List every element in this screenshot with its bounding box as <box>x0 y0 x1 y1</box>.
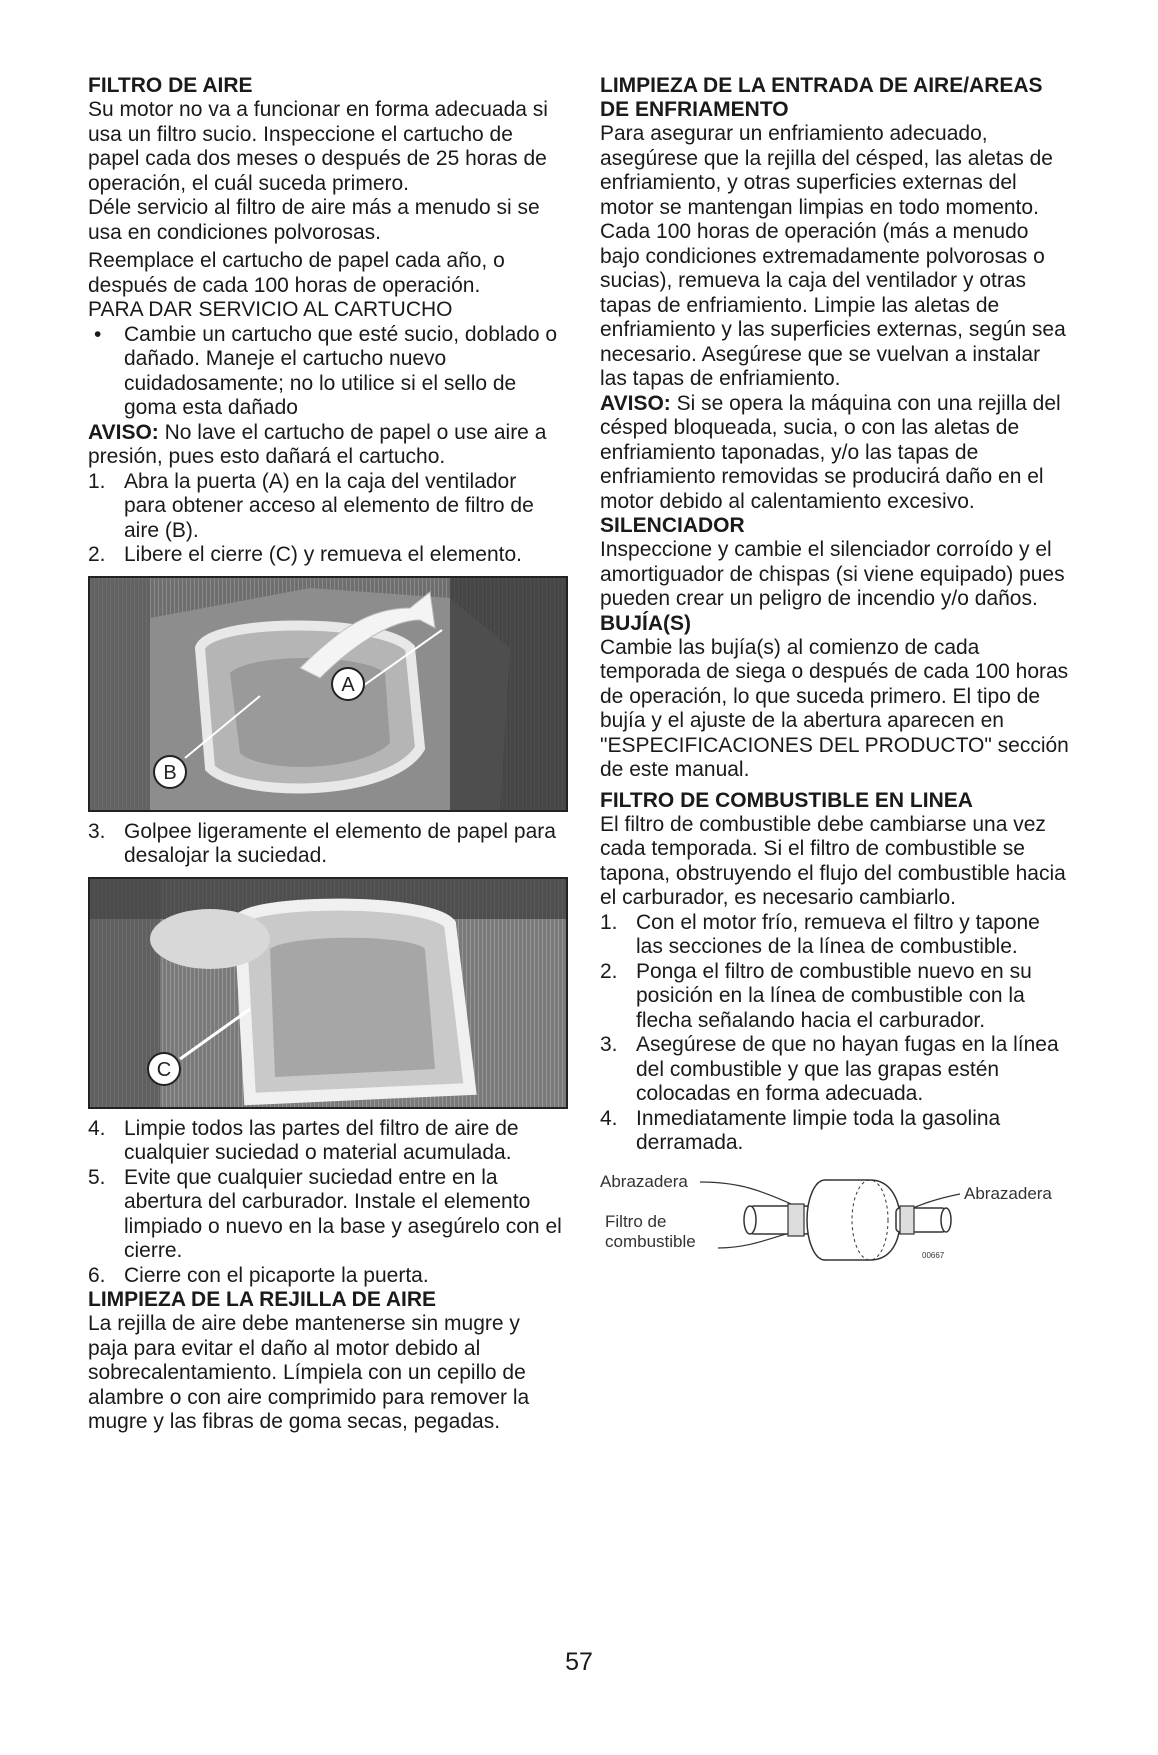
page-number: 57 <box>565 1648 593 1676</box>
photo-2-illustration <box>90 879 566 1107</box>
step-number: 4. <box>88 1116 106 1140</box>
callout-b-label: B <box>163 761 177 784</box>
step-text: Ponga el filtro de combustible nuevo en su posición en la línea de combustible con la flecha señalando hacia el carburador. <box>636 959 1032 1032</box>
fuel-filter-drawing <box>600 1168 1072 1288</box>
aviso-text: No lave el cartucho de papel o use aire a presión, pues esto dañará el cartucho. <box>88 420 547 468</box>
step-text: Asegúrese de que no hayan fugas en la línea del combustible y que las grapas estén colocadas en forma adecuada. <box>636 1033 1059 1105</box>
step-text: Evite que cualquier suciedad entre en la abertura del carburador. Instale el elemento limpiado o nuevo en la base y asegúrelo con el cierre. <box>124 1165 562 1262</box>
spark-plug-paragraph: Cambie las bujía(s) al comienzo de cada temporada de siega o después de cada 100 horas de operación, lo que suceda primero. El tipo de bujía y el ajuste de la abertura aparecen en "ESPECIFICACIONES DEL PRODUCTO" sección de este manual. <box>600 635 1069 781</box>
service-heading: PARA DAR SERVICIO AL CARTUCHO <box>88 298 453 321</box>
service-bullet-text: Cambie un cartucho que esté sucio, doblado o dañado. Maneje el cartucho nuevo cuidadosamente; no lo utilice si el sello de goma esta dañado <box>124 322 558 419</box>
left-column <box>88 74 564 1435</box>
fuel-step-3 <box>600 1033 1072 1107</box>
aviso-text: Si se opera la máquina con una rejilla del césped bloqueada, sucia, o con las aletas de enfriamiento taponadas, y/o las tapas de enfriamiento removidas se producirá daño en el motor debido al calentamiento excesivo. <box>600 391 1061 513</box>
step-5 <box>88 1166 564 1264</box>
step-text: Limpie todos las partes del filtro de aire de cualquier suciedad o material acumulada. <box>124 1116 519 1164</box>
fuel-step-4 <box>600 1107 1072 1156</box>
intake-paragraph: Para asegurar un enfriamiento adecuado, asegúrese que la rejilla del césped, las aletas de enfriamiento, y otras superficies externas del motor se mantengan limpias en todo momento. Cada 100 horas de operación (más a menudo bajo condiciones extremadamente polvorosas o sucias), remueva la caja del ventilador y otras tapas de enfriamiento. Limpie las aletas de enfriamiento y las superficies externas, según sea necesario. Asegúrese que se vuelvan a instalar las tapas de enfriamiento. <box>600 122 1066 390</box>
step-number: 6. <box>88 1263 106 1287</box>
step-text: Libere el cierre (C) y remueva el elemento. <box>124 543 522 566</box>
muffler-heading: SILENCIADOR <box>600 514 745 537</box>
grille-paragraph: La rejilla de aire debe mantenerse sin mugre y paja para evitar el daño al motor debido al sobrecalentamiento. Límpiela con un cepillo de alambre o con aire comprimido para remover la mugre y las fibras de goma secas, pegadas. <box>88 1312 530 1433</box>
muffler-paragraph: Inspeccione y cambie el silenciador corroído y el amortiguador de chispas (si viene equipado) pues pueden crear un peligro de incendio y/o daños. <box>600 538 1065 610</box>
clamp-right-label: Abrazadera <box>964 1183 1052 1203</box>
air-filter-heading: FILTRO DE AIRE <box>88 74 253 97</box>
step-number: 2. <box>600 959 618 983</box>
air-filter-photo-2 <box>88 877 568 1109</box>
grille-heading: LIMPIEZA DE LA REJILLA DE AIRE <box>88 1288 437 1311</box>
step-number: 1. <box>88 469 106 493</box>
step-3 <box>88 820 564 869</box>
step-2 <box>88 543 564 568</box>
right-column <box>600 74 1072 1288</box>
fuel-filter-label-line1: Filtro de <box>605 1211 667 1231</box>
air-filter-paragraph-3: Reemplace el cartucho de papel cada año, o después de cada 100 horas de operación. <box>88 249 505 297</box>
photo-1-illustration <box>90 578 566 810</box>
fuel-filter-paragraph: El filtro de combustible debe cambiarse una vez cada temporada. Si el filtro de combustible se tapona, obstruyendo el flujo del combustible hacia el carburador, es necesario cambiarlo. <box>600 812 1066 909</box>
diagram-code: 00667 <box>922 1250 945 1260</box>
aviso-note-left <box>88 421 564 470</box>
bullet-icon: • <box>94 322 102 346</box>
step-number: 3. <box>600 1033 618 1056</box>
step-1 <box>88 470 564 544</box>
spark-plug-heading: BUJÍA(S) <box>600 611 692 635</box>
step-text: Abra la puerta (A) en la caja del ventilador para obtener acceso al elemento de filtro de aire (B). <box>124 469 534 542</box>
step-text: Con el motor frío, remueva el filtro y tapone las secciones de la línea de combustible. <box>636 910 1040 958</box>
service-bullet <box>88 323 564 421</box>
aviso-note-right <box>600 392 1072 515</box>
step-text: Cierre con el picaporte la puerta. <box>124 1263 429 1287</box>
aviso-label: AVISO: <box>600 391 671 415</box>
fuel-filter-diagram <box>600 1168 1072 1288</box>
step-number: 3. <box>88 819 106 843</box>
step-number: 4. <box>600 1106 618 1130</box>
air-filter-photo-1 <box>88 576 568 812</box>
fuel-step-1 <box>600 911 1072 960</box>
air-filter-paragraph-1: Su motor no va a funcionar en forma adecuada si usa un filtro sucio. Inspeccione el cartucho de papel cada dos meses o después de 25 horas de operación, el cuál suceda primero. <box>88 98 548 195</box>
aviso-label: AVISO: <box>88 420 159 444</box>
air-filter-paragraph-2: Déle servicio al filtro de aire más a menudo si se usa en condiciones polvorosas. <box>88 196 540 244</box>
fuel-filter-heading: FILTRO DE COMBUSTIBLE EN LINEA <box>600 788 973 812</box>
callout-a-label: A <box>341 673 355 696</box>
step-number: 2. <box>88 543 106 566</box>
step-text: Inmediatamente limpie toda la gasolina derramada. <box>636 1106 1001 1154</box>
step-6 <box>88 1264 564 1289</box>
fuel-filter-label-line2: combustible <box>605 1231 696 1251</box>
step-number: 5. <box>88 1165 106 1189</box>
step-text: Golpee ligeramente el elemento de papel para desalojar la suciedad. <box>124 819 556 867</box>
callout-c-label: C <box>156 1058 172 1081</box>
step-4 <box>88 1117 564 1166</box>
fuel-step-2 <box>600 960 1072 1034</box>
step-number: 1. <box>600 910 618 934</box>
clamp-left-label: Abrazadera <box>600 1171 688 1191</box>
intake-heading: LIMPIEZA DE LA ENTRADA DE AIRE/AREAS DE ENFRIAMENTO <box>600 74 1043 121</box>
